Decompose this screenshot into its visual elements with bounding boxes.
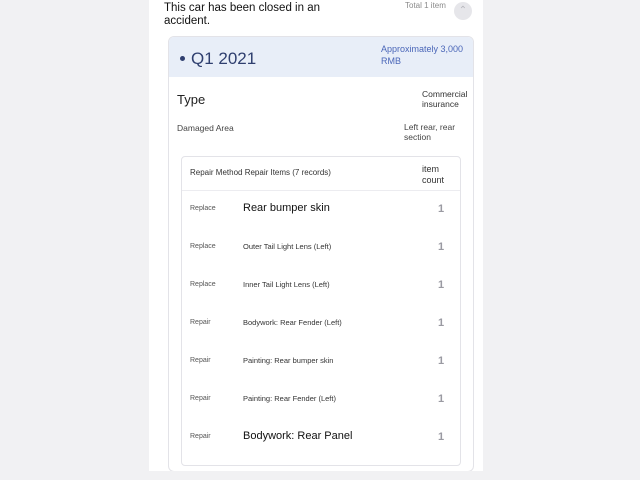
repair-item: Rear bumper skin (243, 202, 330, 214)
chevron-up-icon: ⌃ (458, 5, 468, 16)
period-dot-icon (180, 56, 185, 61)
repair-method: Repair (190, 395, 211, 402)
collapse-button[interactable] (454, 2, 472, 20)
item-count: 1 (438, 241, 445, 253)
header-repair-items: Repair Method Repair Items (7 records) (190, 168, 331, 177)
type-label: Type (177, 92, 206, 107)
table-row (182, 347, 460, 385)
repair-item: Painting: Rear bumper skin (243, 356, 334, 365)
bottom-background (149, 471, 483, 480)
repair-item: Outer Tail Light Lens (Left) (243, 242, 332, 251)
table-row (182, 195, 460, 233)
item-count: 1 (438, 279, 445, 291)
type-value: Commercial insurance (422, 89, 468, 109)
table-row (182, 271, 460, 309)
header-item-count: item count (422, 164, 445, 185)
item-count: 1 (438, 203, 445, 215)
accident-headline: This car has been closed in an accident. (164, 2, 320, 27)
repair-item: Bodywork: Rear Panel (243, 430, 353, 442)
repair-method: Repair (190, 433, 211, 440)
repair-item: Bodywork: Rear Fender (Left) (243, 318, 342, 327)
table-header (182, 157, 460, 191)
item-count: 1 (438, 393, 445, 405)
repair-method: Repair (190, 357, 211, 364)
table-row (182, 423, 460, 461)
damaged-area-label: Damaged Area (177, 123, 234, 133)
table-row (182, 309, 460, 347)
item-count: 1 (438, 431, 445, 443)
repair-method: Replace (190, 281, 216, 288)
estimated-price: Approximately 3,000 RMB (381, 44, 464, 66)
item-count: 1 (438, 317, 445, 329)
repair-method: Replace (190, 243, 216, 250)
accident-report-panel (149, 0, 483, 480)
repair-item: Inner Tail Light Lens (Left) (243, 280, 330, 289)
table-row (182, 385, 460, 423)
item-count: 1 (438, 355, 445, 367)
repair-method: Repair (190, 319, 211, 326)
accident-record-card (168, 36, 474, 472)
total-items-count: Total 1 item (405, 1, 446, 10)
damaged-area-value: Left rear, rear section (404, 122, 456, 142)
repair-item: Painting: Rear Fender (Left) (243, 394, 336, 403)
period-header (169, 37, 473, 77)
repair-items-table (181, 156, 461, 466)
period-label: Q1 2021 (191, 49, 257, 68)
repair-method: Replace (190, 205, 216, 212)
table-row (182, 233, 460, 271)
